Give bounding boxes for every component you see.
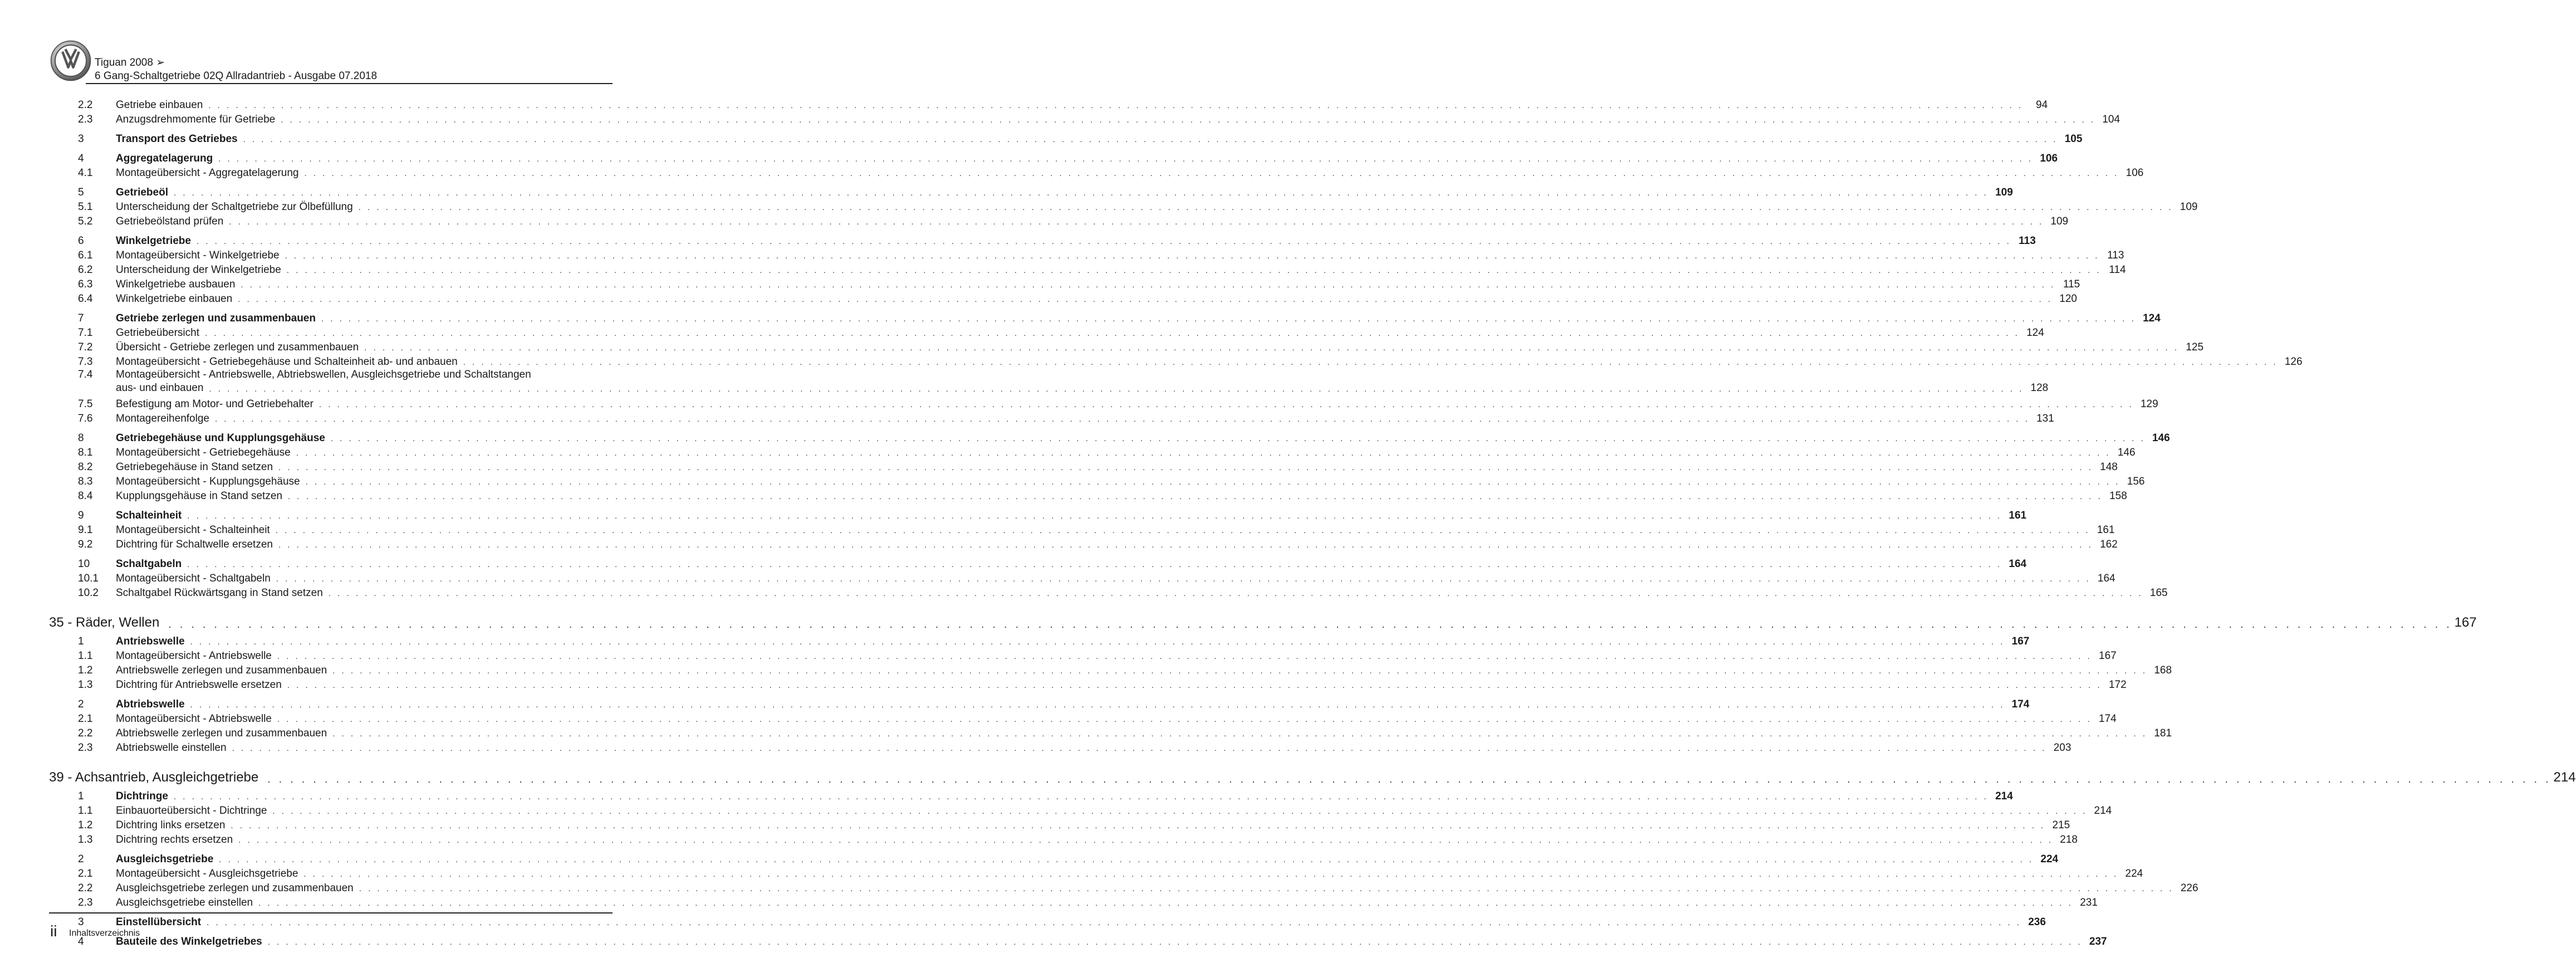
- toc-page-number[interactable]: 168: [2154, 665, 2172, 676]
- toc-number: 6.4: [78, 293, 93, 305]
- toc-leader-dots: . . . . . . . . . . . . . . . . . . . . . . . . . . . . . . . . . . . . . . . . . . . . . . . . . . . . . . . . . . . . . . . . . . . . . . . . . . . . . . . . . . . . . . . . . . . . . . . . . . . . . . . . . . . . . . . . . . . . . . . . . . . . . . . . . . . . . . . . . . . . . . . . . . . . . . . . . . . . . . . . . . . . . . . . . . . . . . . . . . . . . . . . . . . . . . . . . . . . . . . .: [204, 329, 2020, 338]
- toc-entry-row[interactable]: [49, 817, 2070, 832]
- table-of-contents: [49, 97, 2576, 950]
- toc-label[interactable]: Dichtring links ersetzen: [116, 819, 226, 831]
- toc-label[interactable]: Montageübersicht - Getriebegehäuse und Schalteinheit ab- und anbauen: [116, 356, 458, 368]
- toc-entry-row[interactable]: [49, 895, 2098, 909]
- toc-number: 6.3: [78, 279, 93, 290]
- toc-group: [49, 505, 2118, 551]
- toc-number: 10: [78, 558, 90, 570]
- toc-entry-row[interactable]: [49, 276, 2080, 291]
- toc-number: 1.3: [78, 834, 93, 846]
- toc-page-number[interactable]: 237: [2089, 936, 2107, 947]
- toc-leader-dots: . . . . . . . . . . . . . . . . . . . . . . . . . . . . . . . . . . . . . . . . . . . . . . . . . . . . . . . . . . . . . . . . . . . . . . . . . . . . . . . . . . . . . . . . . . . . . . . . . . . . . . . . . . . . . . . . . . . . . . . . . . . . . . . . . . . . . . . . . . . . . . . . . . . . . . . . . . . . . . . . . . . . . . . . . . . . . . . . . . . . . . . . . . . . . . . . . . . . . . . .: [231, 821, 2046, 831]
- toc-leader-dots: . . . . . . . . . . . . . . . . . . . . . . . . . . . . . . . . . . . . . . . . . . . . . . . . . . . . . . . . . . . . . . . . . . . . . . . . . . . . . . . . . . . . . . . . . . . . . . . . . . . . . . . . . . . . . . . . . . . . . . . . . . . . . . . . . . . . . . . . . . . . . . . . . . . . . . . . . . . . . . . . . . . . . . . . . . . . . . . . . . . . . . . . . . . . . . . . . . . . . . . .: [173, 188, 1989, 198]
- toc-group: [49, 148, 2144, 179]
- toc-chapter-row[interactable]: [49, 605, 2477, 631]
- toc-entry-row[interactable]: [49, 411, 2054, 425]
- toc-label[interactable]: Getriebegehäuse und Kupplungsgehäuse: [116, 432, 325, 444]
- toc-number: 9.1: [78, 524, 93, 536]
- toc-page-number[interactable]: 215: [2052, 819, 2070, 831]
- toc-label: Montageübersicht - Antriebswelle, Abtriebswellen, Ausgleichsgetriebe und Schaltstangen: [116, 369, 531, 380]
- toc-entry-row[interactable]: [49, 522, 2115, 536]
- toc-leader-dots: . . . . . . . . . . . . . . . . . . . . . . . . . . . . . . . . . . . . . . . . . . . . . . . . . . . . . . . . . . . . . . . . . . . . . . . . . . . . . . . . . . . . . . . . . . . . . . . . . . . . . . . . . . . . . . . . . . . . . . . . . . . . . . . . . . . . . . . . . . . . . . . . . . . . . . . . . . . . . . . . . . . . . . . . . . . . . . . . . . . . . . . . . . . . . . . . . . . . . . . .: [208, 101, 2024, 110]
- toc-leader-dots: . . . . . . . . . . . . . . . . . . . . . . . . . . . . . . . . . . . . . . . . . . . . . . . . . . . . . . . . . . . . . . . . . . . . . . . . . . . . . . . . . . . . . . . . . . . . . . . . . . . . . . . . . . . . . . . . . . . . . . . . . . . . . . . . . . . . . . . . . . . . . . . . . . . . . . . . . . . . . . . . . . . . . . . . . . . . . . . . . . . . . . . . . . . . . . . . . . . . . . . .: [190, 700, 2005, 710]
- toc-label[interactable]: Abtriebswelle zerlegen und zusammenbauen: [116, 727, 327, 739]
- toc-section-row[interactable]: [49, 785, 2013, 803]
- toc-entry-row[interactable]: [49, 803, 2112, 817]
- toc-page-number[interactable]: 148: [2100, 461, 2118, 473]
- toc-group: [49, 848, 2198, 909]
- toc-page-number[interactable]: 106: [2126, 167, 2144, 179]
- toc-section-row[interactable]: [49, 148, 2058, 165]
- toc-entry-row[interactable]: [49, 199, 2198, 213]
- toc-entry-row[interactable]: [49, 262, 2126, 276]
- toc-group: [49, 427, 2170, 502]
- toc-leader-dots: . . . . . . . . . . . . . . . . . . . . . . . . . . . . . . . . . . . . . . . . . . . . . . . . . . . . . . . . . . . . . . . . . . . . . . . . . . . . . . . . . . . . . . . . . . . . . . . . . . . . . . . . . . . . . . . . . . . . . . . . . . . . . . . . . . . . . . . . . . . . . . . . . . . . . . . . . . . . . . . . . . . . . . . . . . . . . . . . . . . . . . . . . . . . . . . . . . . . . . . .: [168, 619, 2452, 631]
- toc-page-number[interactable]: 236: [2028, 916, 2046, 928]
- toc-leader-dots: . . . . . . . . . . . . . . . . . . . . . . . . . . . . . . . . . . . . . . . . . . . . . . . . . . . . . . . . . . . . . . . . . . . . . . . . . . . . . . . . . . . . . . . . . . . . . . . . . . . . . . . . . . . . . . . . . . . . . . . . . . . . . . . . . . . . . . . . . . . . . . . . . . . . . . . . . . . . . . . . . . . . . . . . . . . . . . . . . . . . . . . . . . . . . . . . . . . . . . . .: [278, 540, 2093, 550]
- toc-page-number[interactable]: 174: [2011, 698, 2030, 710]
- toc-page-number[interactable]: 214: [2094, 805, 2112, 817]
- toc-label[interactable]: Getriebeübersicht: [116, 327, 199, 339]
- toc-number: 4: [78, 936, 84, 947]
- toc-page-number[interactable]: 105: [2064, 133, 2083, 145]
- toc-group: [49, 307, 2303, 425]
- footer-page-number: ii: [50, 922, 57, 940]
- toc-chapter-page[interactable]: 167: [2454, 615, 2477, 630]
- toc-page-number[interactable]: 106: [2040, 153, 2058, 164]
- toc-entry-row[interactable]: [49, 488, 2127, 502]
- toc-leader-dots: . . . . . . . . . . . . . . . . . . . . . . . . . . . . . . . . . . . . . . . . . . . . . . . . . . . . . . . . . . . . . . . . . . . . . . . . . . . . . . . . . . . . . . . . . . . . . . . . . . . . . . . . . . . . . . . . . . . . . . . . . . . . . . . . . . . . . . . . . . . . . . . . . . . . . . . . . . . . . . . . . . . . . . . . . . . . . . . . . . . . . . . . . . . . . . . . . . . . . . . .: [267, 937, 2083, 947]
- toc-label[interactable]: Winkelgetriebe: [116, 235, 191, 247]
- toc-page-number[interactable]: 120: [2059, 293, 2077, 305]
- toc-section-row[interactable]: [49, 505, 2027, 522]
- toc-label[interactable]: Montageübersicht - Schalteinheit: [116, 524, 270, 536]
- toc-page-number[interactable]: 231: [2080, 897, 2098, 908]
- toc-entry-row[interactable]: [49, 396, 2158, 411]
- toc-page-number[interactable]: 146: [2117, 447, 2136, 458]
- toc-page-number[interactable]: 174: [2099, 713, 2117, 725]
- toc-page-number[interactable]: 126: [2284, 356, 2303, 368]
- toc-label[interactable]: Bauteile des Winkelgetriebes: [116, 936, 262, 947]
- toc-label[interactable]: Montageübersicht - Getriebegehäuse: [116, 447, 291, 458]
- toc-entry-row[interactable]: [49, 866, 2143, 880]
- toc-section-row[interactable]: [49, 427, 2170, 444]
- toc-label[interactable]: Winkelgetriebe einbauen: [116, 293, 233, 305]
- toc-entry-row[interactable]: [49, 536, 2118, 551]
- toc-leader-dots: . . . . . . . . . . . . . . . . . . . . . . . . . . . . . . . . . . . . . . . . . . . . . . . . . . . . . . . . . . . . . . . . . . . . . . . . . . . . . . . . . . . . . . . . . . . . . . . . . . . . . . . . . . . . . . . . . . . . . . . . . . . . . . . . . . . . . . . . . . . . . . . . . . . . . . . . . . . . . . . . . . . . . . . . . . . . . . . . . . . . . . . . . . . . . . . . . . . . . . . .: [296, 448, 2111, 458]
- toc-label[interactable]: Montageübersicht - Antriebswelle: [116, 650, 272, 662]
- toc-group: [49, 182, 2198, 228]
- toc-page-number[interactable]: 167: [2099, 650, 2117, 662]
- toc-label[interactable]: Ausgleichsgetriebe einstellen: [116, 897, 253, 908]
- toc-page-number[interactable]: 161: [2097, 524, 2115, 536]
- toc-label[interactable]: Dichtringe: [116, 790, 168, 802]
- toc-page-number[interactable]: 109: [2050, 216, 2069, 227]
- toc-leader-dots: . . . . . . . . . . . . . . . . . . . . . . . . . . . . . . . . . . . . . . . . . . . . . . . . . . . . . . . . . . . . . . . . . . . . . . . . . . . . . . . . . . . . . . . . . . . . . . . . . . . . . . . . . . . . . . . . . . . . . . . . . . . . . . . . . . . . . . . . . . . . . . . . . . . . . . . . . . . . . . . . . . . . . . . . . . . . . . . . . . . . . . . . . . . . . . . . . . . . . . . .: [287, 492, 2103, 501]
- toc-page-number[interactable]: 203: [2053, 742, 2071, 754]
- toc-group: [49, 631, 2172, 691]
- toc-entry-row[interactable]: [49, 325, 2044, 339]
- header-title: Tiguan 2008 ➢: [95, 57, 165, 69]
- toc-page-number[interactable]: 161: [2009, 510, 2027, 521]
- toc-leader-dots: . . . . . . . . . . . . . . . . . . . . . . . . . . . . . . . . . . . . . . . . . . . . . . . . . . . . . . . . . . . . . . . . . . . . . . . . . . . . . . . . . . . . . . . . . . . . . . . . . . . . . . . . . . . . . . . . . . . . . . . . . . . . . . . . . . . . . . . . . . . . . . . . . . . . . . . . . . . . . . . . . . . . . . . . . . . . . . . . . . . . . . . . . . . . . . . . . . . . . . . .: [243, 135, 2058, 144]
- toc-page-number[interactable]: 113: [2019, 235, 2036, 247]
- toc-group: [49, 911, 2046, 929]
- toc-leader-dots: . . . . . . . . . . . . . . . . . . . . . . . . . . . . . . . . . . . . . . . . . . . . . . . . . . . . . . . . . . . . . . . . . . . . . . . . . . . . . . . . . . . . . . . . . . . . . . . . . . . . . . . . . . . . . . . . . . . . . . . . . . . . . . . . . . . . . . . . . . . . . . . . . . . . . . . . . . . . . . . . . . . . . . . . . . . . . . . . . . . . . . . . . . . . . . . . . . . . . . . .: [187, 511, 2002, 521]
- toc-leader-dots: . . . . . . . . . . . . . . . . . . . . . . . . . . . . . . . . . . . . . . . . . . . . . . . . . . . . . . . . . . . . . . . . . . . . . . . . . . . . . . . . . . . . . . . . . . . . . . . . . . . . . . . . . . . . . . . . . . . . . . . . . . . . . . . . . . . . . . . . . . . . . . . . . . . . . . . . . . . . . . . . . . . . . . . . . . . . . . . . . . . . . . . . . . . . . . . . . . . . . . . .: [241, 280, 2056, 290]
- toc-number: 7.3: [78, 356, 93, 368]
- toc-number: 1.3: [78, 679, 93, 691]
- toc-label[interactable]: Abtriebswelle: [116, 698, 185, 710]
- toc-label[interactable]: Schalteinheit: [116, 510, 182, 521]
- toc-section-row[interactable]: [49, 307, 2161, 325]
- toc-number: 8.1: [78, 447, 93, 458]
- toc-label[interactable]: Schaltgabel Rückwärtsgang in Stand setzen: [116, 587, 323, 599]
- toc-leader-dots: . . . . . . . . . . . . . . . . . . . . . . . . . . . . . . . . . . . . . . . . . . . . . . . . . . . . . . . . . . . . . . . . . . . . . . . . . . . . . . . . . . . . . . . . . . . . . . . . . . . . . . . . . . . . . . . . . . . . . . . . . . . . . . . . . . . . . . . . . . . . . . . . . . . . . . . . . . . . . . . . . . . . . . . . . . . . . . . . . . . . . . . . . . . . . . . . . . . . . . . .: [321, 314, 2136, 324]
- toc-group: [49, 693, 2172, 754]
- toc-leader-dots: . . . . . . . . . . . . . . . . . . . . . . . . . . . . . . . . . . . . . . . . . . . . . . . . . . . . . . . . . . . . . . . . . . . . . . . . . . . . . . . . . . . . . . . . . . . . . . . . . . . . . . . . . . . . . . . . . . . . . . . . . . . . . . . . . . . . . . . . . . . . . . . . . . . . . . . . . . . . . . . . . . . . . . . . . . . . . . . . . . . . . . . . . . . . . . . . . . . . . . . .: [319, 400, 2134, 409]
- toc-label-line2: [116, 382, 2049, 395]
- toc-page-number[interactable]: 131: [2036, 413, 2054, 424]
- toc-entry-row[interactable]: [49, 459, 2118, 473]
- toc-number: 1: [78, 636, 84, 647]
- toc-number: 2: [78, 853, 84, 865]
- toc-entry-row[interactable]: [49, 111, 2120, 126]
- toc-page-number[interactable]: 218: [2060, 834, 2078, 846]
- toc-label[interactable]: Winkelgetriebe ausbauen: [116, 279, 236, 290]
- toc-entry-row[interactable]: [49, 662, 2172, 677]
- toc-section-row[interactable]: [49, 911, 2046, 929]
- toc-entry-row[interactable]: [49, 570, 2115, 585]
- toc-group: [49, 553, 2168, 599]
- toc-label: aus- und einbauen: [116, 382, 204, 394]
- toc-leader-dots: . . . . . . . . . . . . . . . . . . . . . . . . . . . . . . . . . . . . . . . . . . . . . . . . . . . . . . . . . . . . . . . . . . . . . . . . . . . . . . . . . . . . . . . . . . . . . . . . . . . . . . . . . . . . . . . . . . . . . . . . . . . . . . . . . . . . . . . . . . . . . . . . . . . . . . . . . . . . . . . . . . . . . . . . . . . . . . . . . . . . . . . . . . . . . . . . . . . . . . . .: [303, 869, 2119, 879]
- toc-number: 6: [78, 235, 84, 247]
- toc-leader-dots: . . . . . . . . . . . . . . . . . . . . . . . . . . . . . . . . . . . . . . . . . . . . . . . . . . . . . . . . . . . . . . . . . . . . . . . . . . . . . . . . . . . . . . . . . . . . . . . . . . . . . . . . . . . . . . . . . . . . . . . . . . . . . . . . . . . . . . . . . . . . . . . . . . . . . . . . . . . . . . . . . . . . . . . . . . . . . . . . . . . . . . . . . . . . . . . . . . . . . . . .: [196, 237, 2011, 246]
- footer-rule: [49, 912, 613, 914]
- toc-number: 2.3: [78, 897, 93, 908]
- toc-label[interactable]: Einbauorteübersicht - Dichtringe: [116, 805, 267, 817]
- toc-page-number[interactable]: 109: [1995, 187, 2013, 198]
- toc-leader-dots: . . . . . . . . . . . . . . . . . . . . . . . . . . . . . . . . . . . . . . . . . . . . . . . . . . . . . . . . . . . . . . . . . . . . . . . . . . . . . . . . . . . . . . . . . . . . . . . . . . . . . . . . . . . . . . . . . . . . . . . . . . . . . . . . . . . . . . . . . . . . . . . . . . . . . . . . . . . . . . . . . . . . . . . . . . . . . . . . . . . . . . . . . . . . . . . . . . . . . . . .: [238, 295, 2053, 304]
- header-subtitle: 6 Gang-Schaltgetriebe 02Q Allradantrieb - Ausgabe 07.2018: [95, 70, 378, 82]
- toc-page-number[interactable]: 164: [2009, 558, 2027, 570]
- toc-label[interactable]: Ausgleichsgetriebe zerlegen und zusammenbauen: [116, 882, 354, 894]
- toc-entry-row[interactable]: [49, 473, 2145, 488]
- header-rule: [86, 83, 613, 84]
- toc-number: 2.2: [78, 99, 93, 111]
- toc-number: 7.1: [78, 327, 93, 339]
- toc-entry-row[interactable]: [49, 354, 2303, 368]
- toc-label[interactable]: Aggregatelagerung: [116, 153, 213, 164]
- toc-label[interactable]: Kupplungsgehäuse in Stand setzen: [116, 490, 282, 502]
- toc-group: [49, 128, 2083, 145]
- toc-page-number[interactable]: 129: [2140, 398, 2158, 410]
- toc-leader-dots: . . . . . . . . . . . . . . . . . . . . . . . . . . . . . . . . . . . . . . . . . . . . . . . . . . . . . . . . . . . . . . . . . . . . . . . . . . . . . . . . . . . . . . . . . . . . . . . . . . . . . . . . . . . . . . . . . . . . . . . . . . . . . . . . . . . . . . . . . . . . . . . . . . . . . . . . . . . . . . . . . . . . . . . . . . . . . . . . . . . . . . . . . . . . . . . . . . . . . . . .: [267, 774, 2551, 785]
- toc-leader-dots: . . . . . . . . . . . . . . . . . . . . . . . . . . . . . . . . . . . . . . . . . . . . . . . . . . . . . . . . . . . . . . . . . . . . . . . . . . . . . . . . . . . . . . . . . . . . . . . . . . . . . . . . . . . . . . . . . . . . . . . . . . . . . . . . . . . . . . . . . . . . . . . . . . . . . . . . . . . . . . . . . . . . . . . . . . . . . . . . . . . . . . . . . . . . . . . . . . . . . . . .: [463, 358, 2278, 367]
- toc-number: 6.2: [78, 264, 93, 276]
- toc-number: 9.2: [78, 539, 93, 550]
- toc-page-number[interactable]: 125: [2186, 341, 2204, 353]
- toc-number: 1.1: [78, 650, 93, 662]
- toc-number: 1.2: [78, 665, 93, 676]
- toc-label[interactable]: Unterscheidung der Winkelgetriebe: [116, 264, 281, 276]
- toc-label[interactable]: Unterscheidung der Schaltgetriebe zur Ölbefüllung: [116, 201, 353, 213]
- toc-number: 7.4: [78, 369, 93, 380]
- toc-page-number[interactable]: 124: [2026, 327, 2044, 339]
- toc-leader-dots: . . . . . . . . . . . . . . . . . . . . . . . . . . . . . . . . . . . . . . . . . . . . . . . . . . . . . . . . . . . . . . . . . . . . . . . . . . . . . . . . . . . . . . . . . . . . . . . . . . . . . . . . . . . . . . . . . . . . . . . . . . . . . . . . . . . . . . . . . . . . . . . . . . . . . . . . . . . . . . . . . . . . . . . . . . . . . . . . . . . . . . . . . . . . . . . . . . . . . . . .: [330, 434, 2146, 443]
- toc-section-row[interactable]: [49, 848, 2059, 866]
- toc-leader-dots: . . . . . . . . . . . . . . . . . . . . . . . . . . . . . . . . . . . . . . . . . . . . . . . . . . . . . . . . . . . . . . . . . . . . . . . . . . . . . . . . . . . . . . . . . . . . . . . . . . . . . . . . . . . . . . . . . . . . . . . . . . . . . . . . . . . . . . . . . . . . . . . . . . . . . . . . . . . . . . . . . . . . . . . . . . . . . . . . . . . . . . . . . . . . . . . . . . . . . . . .: [207, 918, 2021, 927]
- toc-page-number[interactable]: 224: [2125, 868, 2143, 880]
- toc-label[interactable]: Schaltgabeln: [116, 558, 182, 570]
- toc-label[interactable]: Antriebswelle zerlegen und zusammenbauen: [116, 665, 327, 676]
- toc-number: 5: [78, 187, 84, 198]
- toc-leader-dots: . . . . . . . . . . . . . . . . . . . . . . . . . . . . . . . . . . . . . . . . . . . . . . . . . . . . . . . . . . . . . . . . . . . . . . . . . . . . . . . . . . . . . . . . . . . . . . . . . . . . . . . . . . . . . . . . . . . . . . . . . . . . . . . . . . . . . . . . . . . . . . . . . . . . . . . . . . . . . . . . . . . . . . . . . . . . . . . . . . . . . . . . . . . . . . . . . . . . . . . .: [359, 884, 2174, 893]
- toc-number: 3: [78, 916, 84, 928]
- toc-section-row[interactable]: [49, 693, 2030, 711]
- toc-leader-dots: . . . . . . . . . . . . . . . . . . . . . . . . . . . . . . . . . . . . . . . . . . . . . . . . . . . . . . . . . . . . . . . . . . . . . . . . . . . . . . . . . . . . . . . . . . . . . . . . . . . . . . . . . . . . . . . . . . . . . . . . . . . . . . . . . . . . . . . . . . . . . . . . . . . . . . . . . . . . . . . . . . . . . . . . . . . . . . . . . . . . . . . . . . . . . . . . . . . . . . . .: [332, 729, 2148, 739]
- vw-logo-icon: [50, 40, 91, 81]
- toc-leader-dots: . . . . . . . . . . . . . . . . . . . . . . . . . . . . . . . . . . . . . . . . . . . . . . . . . . . . . . . . . . . . . . . . . . . . . . . . . . . . . . . . . . . . . . . . . . . . . . . . . . . . . . . . . . . . . . . . . . . . . . . . . . . . . . . . . . . . . . . . . . . . . . . . . . . . . . . . . . . . . . . . . . . . . . . . . . . . . . . . . . . . . . . . . . . . . . . . . . . . . . . .: [304, 169, 2119, 178]
- toc-entry-row[interactable]: [49, 880, 2198, 895]
- toc-page-number[interactable]: 104: [2102, 114, 2120, 125]
- toc-number: 1: [78, 790, 84, 802]
- toc-number: 9: [78, 510, 84, 521]
- toc-entry-row[interactable]: [49, 97, 2048, 111]
- toc-entry-row[interactable]: [49, 291, 2077, 305]
- toc-number: 2.1: [78, 868, 93, 880]
- toc-leader-dots: . . . . . . . . . . . . . . . . . . . . . . . . . . . . . . . . . . . . . . . . . . . . . . . . . . . . . . . . . . . . . . . . . . . . . . . . . . . . . . . . . . . . . . . . . . . . . . . . . . . . . . . . . . . . . . . . . . . . . . . . . . . . . . . . . . . . . . . . . . . . . . . . . . . . . . . . . . . . . . . . . . . . . . . . . . . . . . . . . . . . . . . . . . . . . . . . . . . . . . . .: [218, 154, 2034, 164]
- toc-entry-row[interactable]: [49, 368, 2049, 396]
- toc-leader-dots: . . . . . . . . . . . . . . . . . . . . . . . . . . . . . . . . . . . . . . . . . . . . . . . . . . . . . . . . . . . . . . . . . . . . . . . . . . . . . . . . . . . . . . . . . . . . . . . . . . . . . . . . . . . . . . . . . . . . . . . . . . . . . . . . . . . . . . . . . . . . . . . . . . . . . . . . . . . . . . . . . . . . . . . . . . . . . . . . . . . . . . . . . . . . . . . . . . . . . . . .: [277, 652, 2092, 661]
- toc-number: 8.3: [78, 476, 93, 487]
- toc-page-number[interactable]: 109: [2180, 201, 2198, 213]
- toc-entry-row[interactable]: [49, 677, 2127, 691]
- toc-leader-dots: . . . . . . . . . . . . . . . . . . . . . . . . . . . . . . . . . . . . . . . . . . . . . . . . . . . . . . . . . . . . . . . . . . . . . . . . . . . . . . . . . . . . . . . . . . . . . . . . . . . . . . . . . . . . . . . . . . . . . . . . . . . . . . . . . . . . . . . . . . . . . . . . . . . . . . . . . . . . . . . . . . . . . . . . . . . . . . . . . . . . . . . . . . . . . . . . . . . . . . . .: [276, 574, 2091, 584]
- toc-leader-dots: . . . . . . . . . . . . . . . . . . . . . . . . . . . . . . . . . . . . . . . . . . . . . . . . . . . . . . . . . . . . . . . . . . . . . . . . . . . . . . . . . . . . . . . . . . . . . . . . . . . . . . . . . . . . . . . . . . . . . . . . . . . . . . . . . . . . . . . . . . . . . . . . . . . . . . . . . . . . . . . . . . . . . . . . . . . . . . . . . . . . . . . . . . . . . . . . . . . . . . . .: [258, 898, 2073, 908]
- toc-label[interactable]: Dichtring für Antriebswelle ersetzen: [116, 679, 282, 691]
- toc-number: 8.2: [78, 461, 93, 473]
- toc-entry-row[interactable]: [49, 711, 2117, 725]
- toc-page-number[interactable]: 156: [2127, 476, 2145, 487]
- toc-number: 7: [78, 312, 84, 324]
- toc-leader-dots: . . . . . . . . . . . . . . . . . . . . . . . . . . . . . . . . . . . . . . . . . . . . . . . . . . . . . . . . . . . . . . . . . . . . . . . . . . . . . . . . . . . . . . . . . . . . . . . . . . . . . . . . . . . . . . . . . . . . . . . . . . . . . . . . . . . . . . . . . . . . . . . . . . . . . . . . . . . . . . . . . . . . . . . . . . . . . . . . . . . . . . . . . . . . . . . . . . . . . . . .: [305, 477, 2120, 487]
- toc-entry-row[interactable]: [49, 725, 2172, 740]
- toc-entry-row[interactable]: [49, 648, 2117, 662]
- toc-label[interactable]: Antriebswelle: [116, 636, 185, 647]
- toc-number: 7.6: [78, 413, 93, 424]
- toc-label[interactable]: Anzugsdrehmomente für Getriebe: [116, 114, 276, 125]
- toc-label[interactable]: Montageübersicht - Ausgleichsgetriebe: [116, 868, 298, 880]
- toc-page-number[interactable]: 164: [2097, 573, 2115, 584]
- toc-number: 10.2: [78, 587, 99, 599]
- toc-leader-dots: . . . . . . . . . . . . . . . . . . . . . . . . . . . . . . . . . . . . . . . . . . . . . . . . . . . . . . . . . . . . . . . . . . . . . . . . . . . . . . . . . . . . . . . . . . . . . . . . . . . . . . . . . . . . . . . . . . . . . . . . . . . . . . . . . . . . . . . . . . . . . . . . . . . . . . . . . . . . . . . . . . . . . . . . . . . . . . . . . . . . . . . . . . . . . . . . . . . . . . . .: [332, 666, 2148, 676]
- toc-leader-dots: . . . . . . . . . . . . . . . . . . . . . . . . . . . . . . . . . . . . . . . . . . . . . . . . . . . . . . . . . . . . . . . . . . . . . . . . . . . . . . . . . . . . . . . . . . . . . . . . . . . . . . . . . . . . . . . . . . . . . . . . . . . . . . . . . . . . . . . . . . . . . . . . . . . . . . . . . . . . . . . . . . . . . . . . . . . . . . . . . . . . . . . . . . . . . . . . . . . . . . . .: [272, 807, 2088, 816]
- toc-number: 2: [78, 698, 84, 710]
- toc-section-row[interactable]: [49, 230, 2036, 247]
- toc-number: 2.2: [78, 882, 93, 894]
- toc-label[interactable]: Montageübersicht - Aggregatelagerung: [116, 167, 299, 179]
- toc-label[interactable]: Getriebegehäuse in Stand setzen: [116, 461, 273, 473]
- toc-number: 2.2: [78, 727, 93, 739]
- toc-entry-row[interactable]: [49, 247, 2124, 262]
- toc-number: 4.1: [78, 167, 93, 179]
- toc-label[interactable]: Einstellübersicht: [116, 916, 202, 928]
- toc-number: 2.1: [78, 713, 93, 725]
- toc-number: 1.1: [78, 805, 93, 817]
- toc-page-number[interactable]: 162: [2100, 539, 2118, 550]
- toc-label[interactable]: Übersicht - Getriebe zerlegen und zusammenbauen: [116, 341, 359, 353]
- toc-section-row[interactable]: [49, 128, 2083, 145]
- toc-group: [49, 97, 2120, 126]
- toc-leader-dots: . . . . . . . . . . . . . . . . . . . . . . . . . . . . . . . . . . . . . . . . . . . . . . . . . . . . . . . . . . . . . . . . . . . . . . . . . . . . . . . . . . . . . . . . . . . . . . . . . . . . . . . . . . . . . . . . . . . . . . . . . . . . . . . . . . . . . . . . . . . . . . . . . . . . . . . . . . . . . . . . . . . . . . . . . . . . . . . . . . . . . . . . . . . . . . . . . . . . . . . .: [232, 744, 2047, 753]
- toc-label-block[interactable]: [116, 368, 2049, 396]
- toc-label[interactable]: Befestigung am Motor- und Getriebehalter: [116, 398, 314, 410]
- toc-number: 6.1: [78, 250, 93, 261]
- toc-page-number[interactable]: 113: [2107, 250, 2124, 261]
- toc-leader-dots: . . . . . . . . . . . . . . . . . . . . . . . . . . . . . . . . . . . . . . . . . . . . . . . . . . . . . . . . . . . . . . . . . . . . . . . . . . . . . . . . . . . . . . . . . . . . . . . . . . . . . . . . . . . . . . . . . . . . . . . . . . . . . . . . . . . . . . . . . . . . . . . . . . . . . . . . . . . . . . . . . . . . . . . . . . . . . . . . . . . . . . . . . . . . . . . . . . . . . . . .: [214, 414, 2030, 424]
- toc-leader-dots: . . . . . . . . . . . . . . . . . . . . . . . . . . . . . . . . . . . . . . . . . . . . . . . . . . . . . . . . . . . . . . . . . . . . . . . . . . . . . . . . . . . . . . . . . . . . . . . . . . . . . . . . . . . . . . . . . . . . . . . . . . . . . . . . . . . . . . . . . . . . . . . . . . . . . . . . . . . . . . . . . . . . . . . . . . . . . . . . . . . . . . . . . . . . . . . . . . . . . . . .: [219, 855, 2034, 864]
- toc-chapter-page[interactable]: 214: [2553, 770, 2576, 785]
- toc-page-number[interactable]: 226: [2180, 882, 2198, 894]
- toc-leader-dots: . . . . . . . . . . . . . . . . . . . . . . . . . . . . . . . . . . . . . . . . . . . . . . . . . . . . . . . . . . . . . . . . . . . . . . . . . . . . . . . . . . . . . . . . . . . . . . . . . . . . . . . . . . . . . . . . . . . . . . . . . . . . . . . . . . . . . . . . . . . . . . . . . . . . . . . . . . . . . . . . . . . . . . . . . . . . . . . . . . . . . . . . . . . . . . . . . . . . . . . .: [358, 203, 2173, 212]
- toc-group: [49, 230, 2126, 305]
- toc-leader-dots: . . . . . . . . . . . . . . . . . . . . . . . . . . . . . . . . . . . . . . . . . . . . . . . . . . . . . . . . . . . . . . . . . . . . . . . . . . . . . . . . . . . . . . . . . . . . . . . . . . . . . . . . . . . . . . . . . . . . . . . . . . . . . . . . . . . . . . . . . . . . . . . . . . . . . . . . . . . . . . . . . . . . . . . . . . . . . . . . . . . . . . . . . . . . . . . . . . . . . . . .: [286, 266, 2102, 275]
- toc-number: 5.1: [78, 201, 93, 213]
- toc-chapter-row[interactable]: [49, 760, 2576, 785]
- toc-number: 1.2: [78, 819, 93, 831]
- toc-page-number[interactable]: 224: [2040, 853, 2059, 865]
- toc-leader-dots: . . . . . . . . . . . . . . . . . . . . . . . . . . . . . . . . . . . . . . . . . . . . . . . . . . . . . . . . . . . . . . . . . . . . . . . . . . . . . . . . . . . . . . . . . . . . . . . . . . . . . . . . . . . . . . . . . . . . . . . . . . . . . . . . . . . . . . . . . . . . . . . . . . . . . . . . . . . . . . . . . . . . . . . . . . . . . . . . . . . . . . . . . . . . . . . . . . . . . . . .: [190, 637, 2005, 647]
- toc-page-number[interactable]: 124: [2143, 312, 2161, 324]
- toc-page-number[interactable]: 146: [2152, 432, 2170, 444]
- toc-label[interactable]: Montagereihenfolge: [116, 413, 209, 424]
- toc-leader-dots: . . . . . . . . . . . . . . . . . . . . . . . . . . . . . . . . . . . . . . . . . . . . . . . . . . . . . . . . . . . . . . . . . . . . . . . . . . . . . . . . . . . . . . . . . . . . . . . . . . . . . . . . . . . . . . . . . . . . . . . . . . . . . . . . . . . . . . . . . . . . . . . . . . . . . . . . . . . . . . . . . . . . . . . . . . . . . . . . . . . . . . . . . . . . . . . . . . . . . . . .: [328, 589, 2143, 598]
- toc-number: 2.3: [78, 114, 93, 125]
- toc-page-number[interactable]: 94: [2036, 99, 2048, 111]
- toc-label[interactable]: Getriebe zerlegen und zusammenbauen: [116, 312, 316, 324]
- toc-entry-row[interactable]: [49, 165, 2144, 179]
- toc-page-number[interactable]: 214: [1995, 790, 2013, 802]
- toc-number: 4: [78, 153, 84, 164]
- toc-leader-dots: . . . . . . . . . . . . . . . . . . . . . . . . . . . . . . . . . . . . . . . . . . . . . . . . . . . . . . . . . . . . . . . . . . . . . . . . . . . . . . . . . . . . . . . . . . . . . . . . . . . . . . . . . . . . . . . . . . . . . . . . . . . . . . . . . . . . . . . . . . . . . . . . . . . . . . . . . . . . . . . . . . . . . . . . . . . . . . . . . . . . . . . . . . . . . . . . . . . . . . . .: [209, 384, 2024, 394]
- toc-label[interactable]: Transport des Getriebes: [116, 133, 238, 145]
- toc-entry-row[interactable]: [49, 740, 2071, 754]
- footer-label: Inhaltsverzeichnis: [69, 929, 140, 938]
- toc-entry-row[interactable]: [49, 444, 2136, 459]
- toc-section-row[interactable]: [49, 553, 2027, 570]
- toc-page-number[interactable]: 172: [2108, 679, 2127, 691]
- toc-number: 8: [78, 432, 84, 444]
- toc-page-number[interactable]: 181: [2154, 727, 2172, 739]
- toc-label[interactable]: Getriebe einbauen: [116, 99, 203, 111]
- toc-label[interactable]: Ausgleichsgetriebe: [116, 853, 214, 865]
- toc-leader-dots: . . . . . . . . . . . . . . . . . . . . . . . . . . . . . . . . . . . . . . . . . . . . . . . . . . . . . . . . . . . . . . . . . . . . . . . . . . . . . . . . . . . . . . . . . . . . . . . . . . . . . . . . . . . . . . . . . . . . . . . . . . . . . . . . . . . . . . . . . . . . . . . . . . . . . . . . . . . . . . . . . . . . . . . . . . . . . . . . . . . . . . . . . . . . . . . . . . . . . . . .: [278, 463, 2093, 472]
- toc-number: 7.2: [78, 341, 93, 353]
- toc-label[interactable]: Getriebeöl: [116, 187, 168, 198]
- toc-leader-dots: . . . . . . . . . . . . . . . . . . . . . . . . . . . . . . . . . . . . . . . . . . . . . . . . . . . . . . . . . . . . . . . . . . . . . . . . . . . . . . . . . . . . . . . . . . . . . . . . . . . . . . . . . . . . . . . . . . . . . . . . . . . . . . . . . . . . . . . . . . . . . . . . . . . . . . . . . . . . . . . . . . . . . . . . . . . . . . . . . . . . . . . . . . . . . . . . . . . . . . . .: [364, 343, 2180, 353]
- toc-leader-dots: . . . . . . . . . . . . . . . . . . . . . . . . . . . . . . . . . . . . . . . . . . . . . . . . . . . . . . . . . . . . . . . . . . . . . . . . . . . . . . . . . . . . . . . . . . . . . . . . . . . . . . . . . . . . . . . . . . . . . . . . . . . . . . . . . . . . . . . . . . . . . . . . . . . . . . . . . . . . . . . . . . . . . . . . . . . . . . . . . . . . . . . . . . . . . . . . . . . . . . . .: [281, 115, 2096, 125]
- toc-leader-dots: . . . . . . . . . . . . . . . . . . . . . . . . . . . . . . . . . . . . . . . . . . . . . . . . . . . . . . . . . . . . . . . . . . . . . . . . . . . . . . . . . . . . . . . . . . . . . . . . . . . . . . . . . . . . . . . . . . . . . . . . . . . . . . . . . . . . . . . . . . . . . . . . . . . . . . . . . . . . . . . . . . . . . . . . . . . . . . . . . . . . . . . . . . . . . . . . . . . . . . . .: [285, 251, 2100, 261]
- toc-page-number[interactable]: 115: [2063, 279, 2080, 290]
- toc-label[interactable]: Dichtring für Schaltwelle ersetzen: [116, 539, 273, 550]
- toc-entry-row[interactable]: [49, 339, 2204, 354]
- toc-chapter-label[interactable]: 39 - Achsantrieb, Ausgleichgetriebe: [49, 770, 259, 785]
- toc-chapter-label[interactable]: 35 - Räder, Wellen: [49, 615, 160, 630]
- toc-leader-dots: . . . . . . . . . . . . . . . . . . . . . . . . . . . . . . . . . . . . . . . . . . . . . . . . . . . . . . . . . . . . . . . . . . . . . . . . . . . . . . . . . . . . . . . . . . . . . . . . . . . . . . . . . . . . . . . . . . . . . . . . . . . . . . . . . . . . . . . . . . . . . . . . . . . . . . . . . . . . . . . . . . . . . . . . . . . . . . . . . . . . . . . . . . . . . . . . . . . . . . . .: [187, 560, 2002, 569]
- toc-label[interactable]: Dichtring rechts ersetzen: [116, 834, 233, 846]
- toc-entry-row[interactable]: [49, 832, 2078, 846]
- toc-leader-dots: . . . . . . . . . . . . . . . . . . . . . . . . . . . . . . . . . . . . . . . . . . . . . . . . . . . . . . . . . . . . . . . . . . . . . . . . . . . . . . . . . . . . . . . . . . . . . . . . . . . . . . . . . . . . . . . . . . . . . . . . . . . . . . . . . . . . . . . . . . . . . . . . . . . . . . . . . . . . . . . . . . . . . . . . . . . . . . . . . . . . . . . . . . . . . . . . . . . . . . . .: [277, 715, 2092, 724]
- toc-number: 8.4: [78, 490, 93, 502]
- toc-leader-dots: . . . . . . . . . . . . . . . . . . . . . . . . . . . . . . . . . . . . . . . . . . . . . . . . . . . . . . . . . . . . . . . . . . . . . . . . . . . . . . . . . . . . . . . . . . . . . . . . . . . . . . . . . . . . . . . . . . . . . . . . . . . . . . . . . . . . . . . . . . . . . . . . . . . . . . . . . . . . . . . . . . . . . . . . . . . . . . . . . . . . . . . . . . . . . . . . . . . . . . . .: [229, 217, 2044, 227]
- toc-label[interactable]: Abtriebswelle einstellen: [116, 742, 227, 754]
- toc-number: 7.5: [78, 398, 93, 410]
- toc-section-row[interactable]: [49, 182, 2013, 199]
- toc-entry-row[interactable]: [49, 213, 2069, 228]
- toc-leader-dots: . . . . . . . . . . . . . . . . . . . . . . . . . . . . . . . . . . . . . . . . . . . . . . . . . . . . . . . . . . . . . . . . . . . . . . . . . . . . . . . . . . . . . . . . . . . . . . . . . . . . . . . . . . . . . . . . . . . . . . . . . . . . . . . . . . . . . . . . . . . . . . . . . . . . . . . . . . . . . . . . . . . . . . . . . . . . . . . . . . . . . . . . . . . . . . . . . . . . . . . .: [275, 526, 2090, 535]
- toc-number: 5.2: [78, 216, 93, 227]
- toc-page-number[interactable]: 165: [2149, 587, 2168, 599]
- toc-entry-row[interactable]: [49, 585, 2168, 599]
- toc-page-number[interactable]: 114: [2109, 264, 2126, 276]
- toc-label[interactable]: Montageübersicht - Kupplungsgehäuse: [116, 476, 300, 487]
- toc-label[interactable]: Montageübersicht - Winkelgetriebe: [116, 250, 280, 261]
- toc-label[interactable]: Montageübersicht - Abtriebswelle: [116, 713, 272, 725]
- toc-number: 10.1: [78, 573, 99, 584]
- toc-label[interactable]: Montageübersicht - Schaltgabeln: [116, 573, 271, 584]
- toc-number: 2.3: [78, 742, 93, 754]
- toc-number: 3: [78, 133, 84, 145]
- toc-leader-dots: . . . . . . . . . . . . . . . . . . . . . . . . . . . . . . . . . . . . . . . . . . . . . . . . . . . . . . . . . . . . . . . . . . . . . . . . . . . . . . . . . . . . . . . . . . . . . . . . . . . . . . . . . . . . . . . . . . . . . . . . . . . . . . . . . . . . . . . . . . . . . . . . . . . . . . . . . . . . . . . . . . . . . . . . . . . . . . . . . . . . . . . . . . . . . . . . . . . . . . . .: [238, 836, 2053, 845]
- toc-page-number[interactable]: 158: [2109, 490, 2127, 502]
- toc-leader-dots: . . . . . . . . . . . . . . . . . . . . . . . . . . . . . . . . . . . . . . . . . . . . . . . . . . . . . . . . . . . . . . . . . . . . . . . . . . . . . . . . . . . . . . . . . . . . . . . . . . . . . . . . . . . . . . . . . . . . . . . . . . . . . . . . . . . . . . . . . . . . . . . . . . . . . . . . . . . . . . . . . . . . . . . . . . . . . . . . . . . . . . . . . . . . . . . . . . . . . . . .: [287, 681, 2102, 690]
- toc-leader-dots: . . . . . . . . . . . . . . . . . . . . . . . . . . . . . . . . . . . . . . . . . . . . . . . . . . . . . . . . . . . . . . . . . . . . . . . . . . . . . . . . . . . . . . . . . . . . . . . . . . . . . . . . . . . . . . . . . . . . . . . . . . . . . . . . . . . . . . . . . . . . . . . . . . . . . . . . . . . . . . . . . . . . . . . . . . . . . . . . . . . . . . . . . . . . . . . . . . . . . . . .: [173, 792, 1989, 802]
- toc-page-number[interactable]: 167: [2011, 636, 2030, 647]
- toc-page-number[interactable]: 128: [2030, 382, 2049, 394]
- toc-label[interactable]: Getriebeölstand prüfen: [116, 216, 224, 227]
- toc-group: [49, 785, 2112, 846]
- toc-section-row[interactable]: [49, 631, 2030, 648]
